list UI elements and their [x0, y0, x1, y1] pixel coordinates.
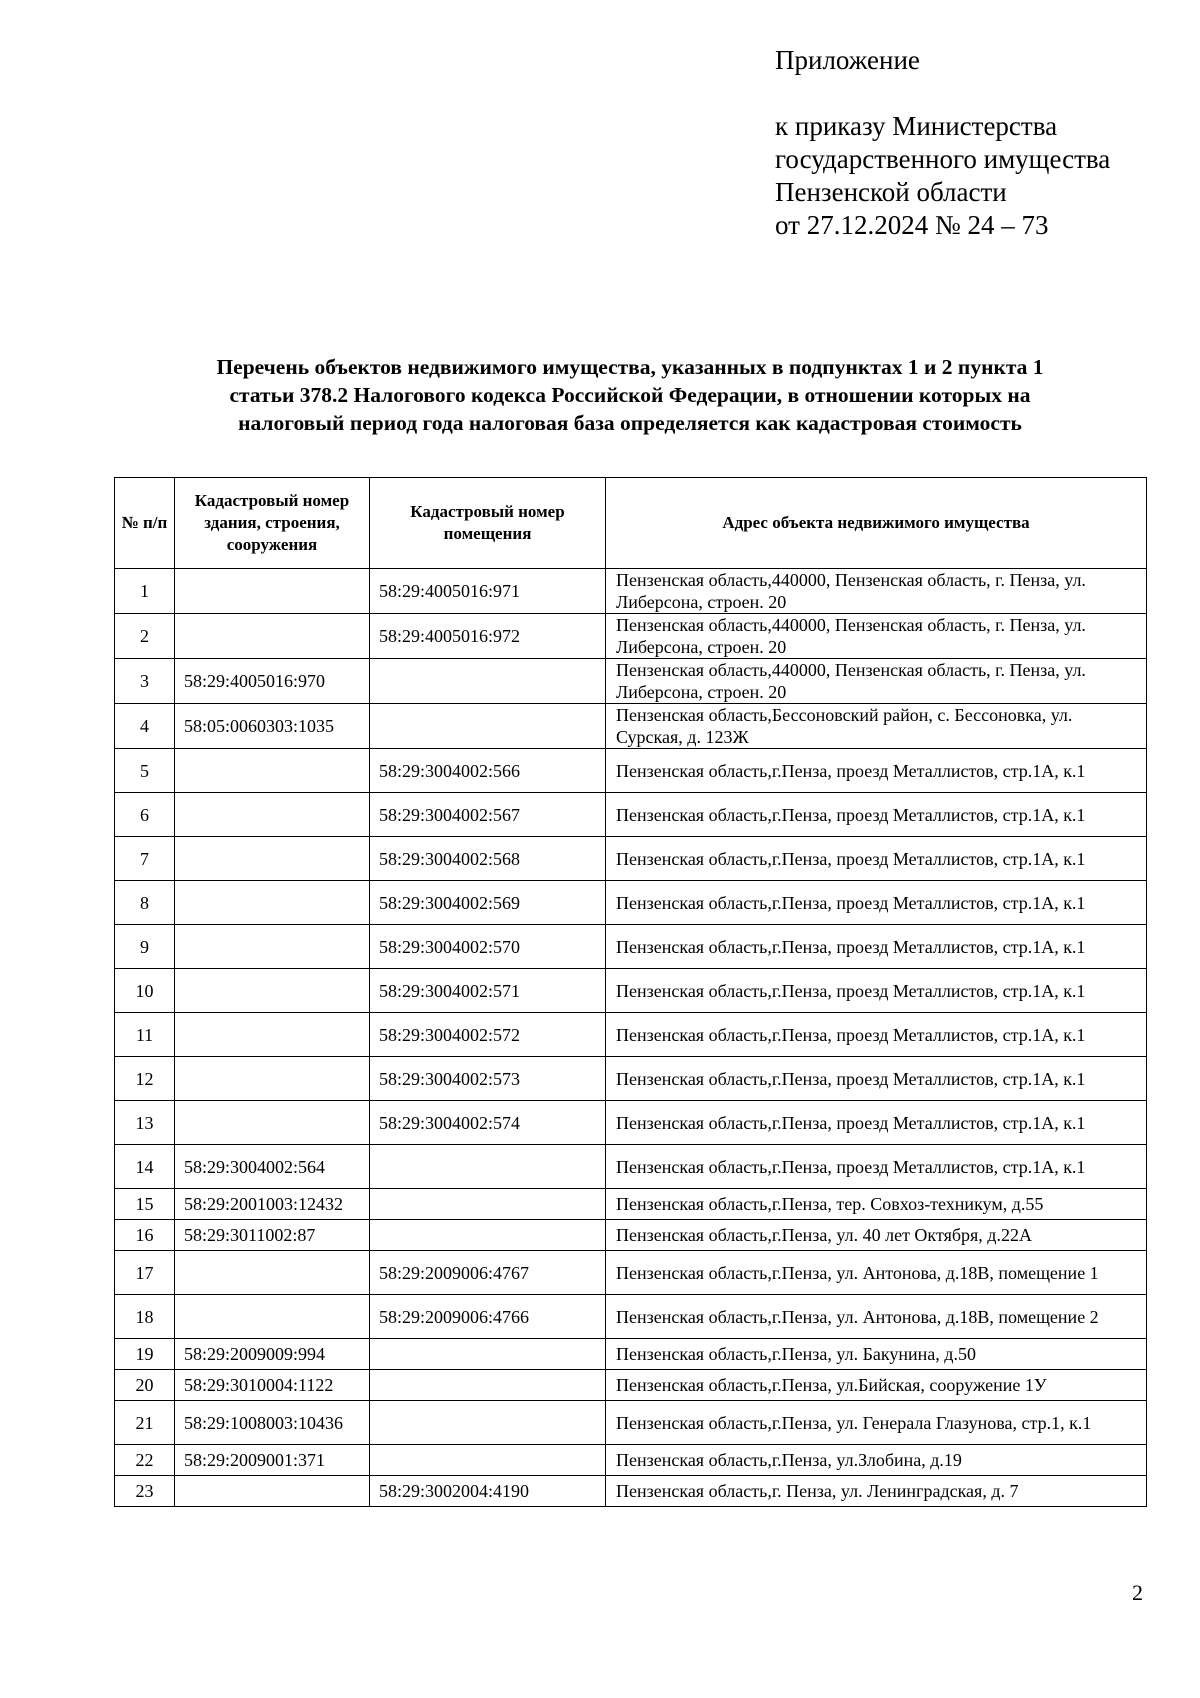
building-cadastral-cell	[175, 749, 370, 793]
building-cadastral-cell: 58:29:2001003:12432	[175, 1189, 370, 1220]
building-cadastral-cell	[175, 1057, 370, 1101]
table-row	[115, 1370, 1147, 1401]
room-cadastral-cell: 58:29:3004002:569	[370, 881, 606, 925]
title-line-3: налоговый период года налоговая база определяется как кадастровая стоимость	[238, 411, 1022, 435]
table-row	[115, 1013, 1147, 1057]
room-cadastral-cell	[370, 1445, 606, 1476]
table-row	[115, 749, 1147, 793]
room-cadastral-cell	[370, 1401, 606, 1445]
building-cadastral-cell	[175, 837, 370, 881]
appendix-ministry-line: государственного имущества	[775, 144, 1111, 174]
table-row	[115, 1401, 1147, 1445]
table-row	[115, 614, 1147, 659]
building-cadastral-cell	[175, 925, 370, 969]
room-cadastral-cell	[370, 659, 606, 704]
row-number: 20	[115, 1370, 175, 1401]
row-number: 5	[115, 749, 175, 793]
row-number: 4	[115, 704, 175, 749]
row-number: 11	[115, 1013, 175, 1057]
building-cadastral-cell: 58:29:2009009:994	[175, 1339, 370, 1370]
room-cadastral-cell: 58:29:3004002:571	[370, 969, 606, 1013]
appendix-date-number: от 27.12.2024 № 24 – 73	[775, 210, 1049, 240]
table-row	[115, 569, 1147, 614]
address-cell: Пензенская область,г.Пенза, проезд Металлистов, стр.1А, к.1	[606, 837, 1147, 881]
room-cadastral-cell	[370, 1189, 606, 1220]
room-cadastral-cell	[370, 1220, 606, 1251]
table-row	[115, 1101, 1147, 1145]
room-cadastral-cell	[370, 1339, 606, 1370]
address-cell: Пензенская область,г.Пенза, ул. Антонова, д.18В, помещение 1	[606, 1251, 1147, 1295]
header-building-cadastral: Кадастровый номер здания, строения, сооружения	[175, 478, 370, 569]
building-cadastral-cell	[175, 793, 370, 837]
table-row	[115, 1057, 1147, 1101]
table-row	[115, 1189, 1147, 1220]
row-number: 16	[115, 1220, 175, 1251]
address-cell: Пензенская область,г.Пенза, проезд Металлистов, стр.1А, к.1	[606, 793, 1147, 837]
row-number: 2	[115, 614, 175, 659]
room-cadastral-cell: 58:29:3004002:566	[370, 749, 606, 793]
address-cell: Пензенская область,г.Пенза, проезд Металлистов, стр.1А, к.1	[606, 1013, 1147, 1057]
row-number: 22	[115, 1445, 175, 1476]
address-cell: Пензенская область,Бессоновский район, с. Бессоновка, ул. Сурская, д. 123Ж	[606, 704, 1147, 749]
table-row	[115, 1220, 1147, 1251]
title-line-2: статьи 378.2 Налогового кодекса Российской Федерации, в отношении которых на	[229, 383, 1031, 407]
row-number: 15	[115, 1189, 175, 1220]
address-cell: Пензенская область,г.Пенза, ул. Генерала Глазунова, стр.1, к.1	[606, 1401, 1147, 1445]
address-cell: Пензенская область,г.Пенза, ул.Бийская, сооружение 1У	[606, 1370, 1147, 1401]
room-cadastral-cell: 58:29:3004002:572	[370, 1013, 606, 1057]
row-number: 14	[115, 1145, 175, 1189]
table-body	[115, 569, 1147, 1507]
appendix-label: Приложение	[775, 45, 920, 75]
row-number: 18	[115, 1295, 175, 1339]
room-cadastral-cell: 58:29:4005016:971	[370, 569, 606, 614]
table-row	[115, 793, 1147, 837]
building-cadastral-cell	[175, 1013, 370, 1057]
appendix-order-line: к приказу Министерства	[775, 111, 1058, 141]
address-cell: Пензенская область,г.Пенза, ул. 40 лет Октября, д.22А	[606, 1220, 1147, 1251]
row-number: 13	[115, 1101, 175, 1145]
table-row	[115, 969, 1147, 1013]
room-cadastral-cell: 58:29:3004002:568	[370, 837, 606, 881]
table-row	[115, 1145, 1147, 1189]
room-cadastral-cell: 58:29:3004002:573	[370, 1057, 606, 1101]
row-number: 12	[115, 1057, 175, 1101]
address-cell: Пензенская область,г.Пенза, ул. Бакунина, д.50	[606, 1339, 1147, 1370]
building-cadastral-cell	[175, 569, 370, 614]
building-cadastral-cell: 58:05:0060303:1035	[175, 704, 370, 749]
row-number: 7	[115, 837, 175, 881]
building-cadastral-cell: 58:29:3004002:564	[175, 1145, 370, 1189]
header-address: Адрес объекта недвижимого имущества	[606, 478, 1147, 569]
appendix-region-line: Пензенской области	[775, 177, 1007, 207]
row-number: 21	[115, 1401, 175, 1445]
room-cadastral-cell: 58:29:2009006:4767	[370, 1251, 606, 1295]
row-number: 17	[115, 1251, 175, 1295]
header-num: № п/п	[115, 478, 175, 569]
page-number: 2	[1132, 1580, 1143, 1605]
room-cadastral-cell: 58:29:3004002:567	[370, 793, 606, 837]
table-header-row	[115, 478, 1147, 569]
table-row	[115, 925, 1147, 969]
table-row	[115, 1339, 1147, 1370]
room-cadastral-cell: 58:29:2009006:4766	[370, 1295, 606, 1339]
address-cell: Пензенская область,г.Пенза, проезд Металлистов, стр.1А, к.1	[606, 969, 1147, 1013]
row-number: 19	[115, 1339, 175, 1370]
building-cadastral-cell	[175, 614, 370, 659]
building-cadastral-cell	[175, 881, 370, 925]
table-row	[115, 659, 1147, 704]
building-cadastral-cell: 58:29:4005016:970	[175, 659, 370, 704]
address-cell: Пензенская область,г.Пенза, тер. Совхоз-техникум, д.55	[606, 1189, 1147, 1220]
row-number: 6	[115, 793, 175, 837]
room-cadastral-cell: 58:29:3004002:570	[370, 925, 606, 969]
building-cadastral-cell	[175, 1101, 370, 1145]
building-cadastral-cell: 58:29:3011002:87	[175, 1220, 370, 1251]
address-cell: Пензенская область,г.Пенза, проезд Металлистов, стр.1А, к.1	[606, 1145, 1147, 1189]
room-cadastral-cell	[370, 1370, 606, 1401]
title-line-1: Перечень объектов недвижимого имущества, указанных в подпунктах 1 и 2 пункта 1	[216, 355, 1044, 379]
address-cell: Пензенская область,г.Пенза, проезд Металлистов, стр.1А, к.1	[606, 1101, 1147, 1145]
appendix-header	[775, 44, 1110, 242]
header-room-cadastral: Кадастровый номер помещения	[370, 478, 606, 569]
room-cadastral-cell: 58:29:3002004:4190	[370, 1476, 606, 1507]
address-cell: Пензенская область,440000, Пензенская область, г. Пенза, ул. Либерсона, строен. 20	[606, 659, 1147, 704]
room-cadastral-cell	[370, 704, 606, 749]
address-cell: Пензенская область,г.Пенза, проезд Металлистов, стр.1А, к.1	[606, 925, 1147, 969]
row-number: 23	[115, 1476, 175, 1507]
table-row	[115, 1251, 1147, 1295]
building-cadastral-cell: 58:29:2009001:371	[175, 1445, 370, 1476]
address-cell: Пензенская область,г. Пенза, ул. Ленинградская, д. 7	[606, 1476, 1147, 1507]
row-number: 1	[115, 569, 175, 614]
room-cadastral-cell: 58:29:3004002:574	[370, 1101, 606, 1145]
address-cell: Пензенская область,г.Пенза, проезд Металлистов, стр.1А, к.1	[606, 749, 1147, 793]
building-cadastral-cell	[175, 1251, 370, 1295]
row-number: 8	[115, 881, 175, 925]
building-cadastral-cell	[175, 969, 370, 1013]
address-cell: Пензенская область,г.Пенза, ул.Злобина, д.19	[606, 1445, 1147, 1476]
row-number: 3	[115, 659, 175, 704]
document-title	[110, 353, 1150, 437]
table-row	[115, 1476, 1147, 1507]
building-cadastral-cell	[175, 1476, 370, 1507]
building-cadastral-cell: 58:29:3010004:1122	[175, 1370, 370, 1401]
row-number: 9	[115, 925, 175, 969]
table-row	[115, 881, 1147, 925]
building-cadastral-cell	[175, 1295, 370, 1339]
property-table	[114, 477, 1147, 1507]
building-cadastral-cell: 58:29:1008003:10436	[175, 1401, 370, 1445]
row-number: 10	[115, 969, 175, 1013]
address-cell: Пензенская область,440000, Пензенская область, г. Пенза, ул. Либерсона, строен. 20	[606, 614, 1147, 659]
table-row	[115, 1445, 1147, 1476]
address-cell: Пензенская область,440000, Пензенская область, г. Пенза, ул. Либерсона, строен. 20	[606, 569, 1147, 614]
address-cell: Пензенская область,г.Пенза, проезд Металлистов, стр.1А, к.1	[606, 1057, 1147, 1101]
room-cadastral-cell	[370, 1145, 606, 1189]
table-row	[115, 704, 1147, 749]
table-row	[115, 837, 1147, 881]
address-cell: Пензенская область,г.Пенза, проезд Металлистов, стр.1А, к.1	[606, 881, 1147, 925]
appendix-spacer	[775, 77, 1110, 110]
room-cadastral-cell: 58:29:4005016:972	[370, 614, 606, 659]
table-row	[115, 1295, 1147, 1339]
address-cell: Пензенская область,г.Пенза, ул. Антонова, д.18В, помещение 2	[606, 1295, 1147, 1339]
